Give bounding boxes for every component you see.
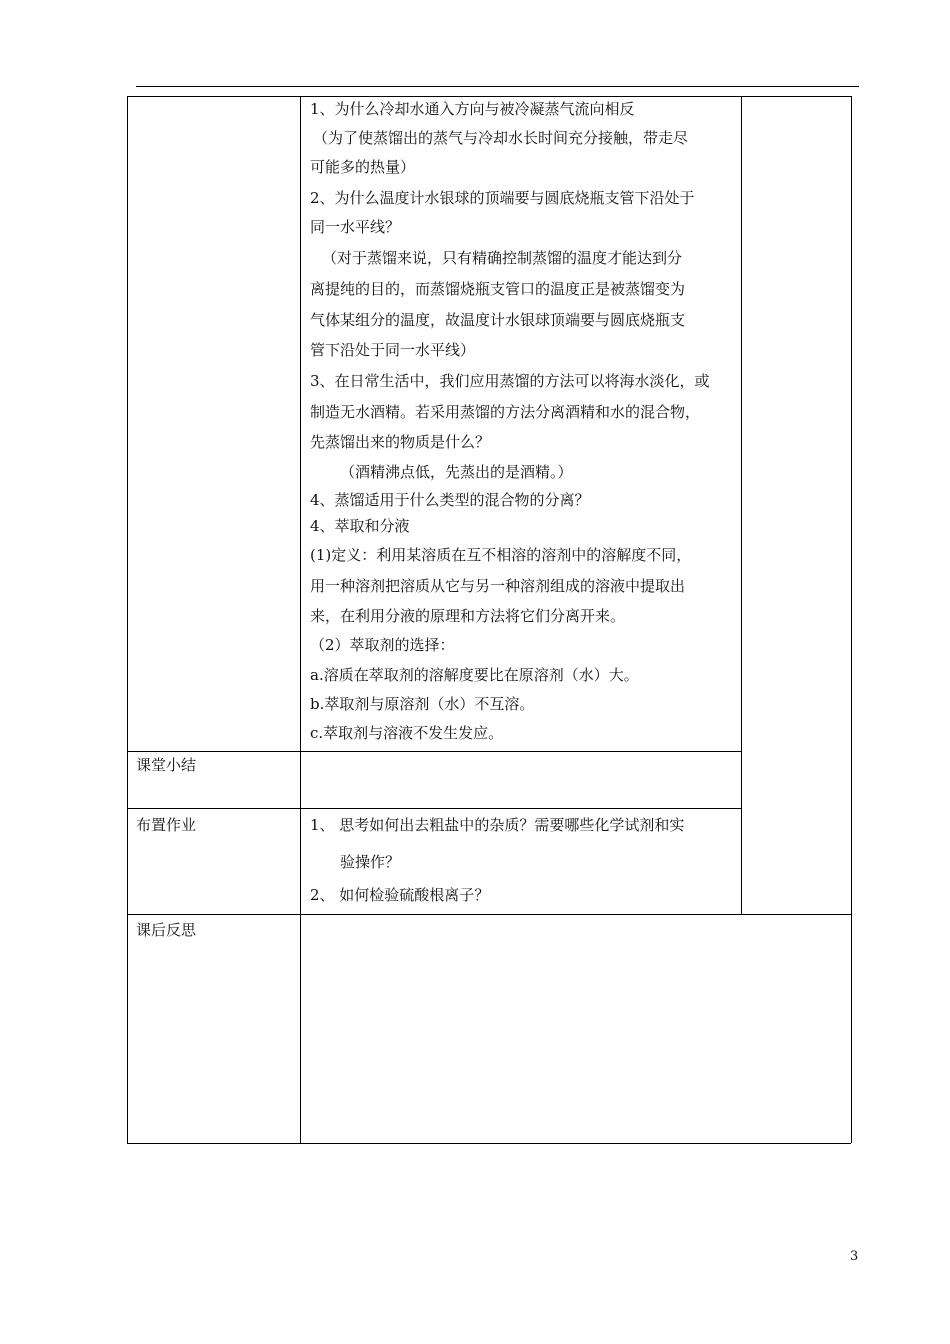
content-line: b.萃取剂与原溶剂（水）不互溶。 <box>310 695 535 713</box>
summary-label: 课堂小结 <box>136 756 197 774</box>
content-line: 1、为什么冷却水通入方向与被冷凝蒸气流向相反 <box>310 100 635 118</box>
homework-label: 布置作业 <box>136 816 197 834</box>
content-line: (1)定义：利用某溶质在互不相溶的溶剂中的溶解度不同， <box>310 546 692 564</box>
content-line: （2）萃取剂的选择： <box>310 636 455 654</box>
homework-item-1-cont: 验操作？ <box>340 853 401 871</box>
content-line: 气体某组分的温度，故温度计水银球顶端要与圆底烧瓶支 <box>310 311 686 329</box>
content-line: 用一种溶剂把溶质从它与另一种溶剂组成的溶液中提取出 <box>310 577 686 595</box>
header-rule <box>136 86 859 87</box>
content-line: （对于蒸馏来说，只有精确控制蒸馏的温度才能达到分 <box>322 249 683 267</box>
reflection-label: 课后反思 <box>136 921 197 939</box>
content-line: 离提纯的目的，而蒸馏烧瓶支管口的温度正是被蒸馏变为 <box>310 280 686 298</box>
content-line: 先蒸馏出来的物质是什么？ <box>310 433 491 451</box>
content-line: 2、为什么温度计水银球的顶端要与圆底烧瓶支管下沿处于 <box>310 189 695 207</box>
content-line: 来，在利用分液的原理和方法将它们分离开来。 <box>310 607 626 625</box>
content-line: （酒精沸点低，先蒸出的是酒精。） <box>340 463 573 481</box>
content-line: 4、蒸馏适用于什么类型的混合物的分离？ <box>310 491 590 509</box>
homework-item-2: 2、 如何检验硫酸根离子？ <box>310 886 490 904</box>
content-line: 4、萃取和分液 <box>310 517 410 535</box>
content-line: c.萃取剂与溶液不发生发应。 <box>310 724 504 742</box>
page-number: 3 <box>850 1249 859 1264</box>
content-line: 管下沿处于同一水平线） <box>310 341 476 359</box>
content-line: （为了使蒸馏出的蒸气与冷却水长时间充分接触，带走尽 <box>313 129 689 147</box>
content-line: a.溶质在萃取剂的溶解度要比在原溶剂（水）大。 <box>310 666 639 684</box>
content-line: 制造无水酒精。若采用蒸馏的方法分离酒精和水的混合物， <box>310 403 701 421</box>
content-line: 同一水平线？ <box>310 218 401 236</box>
content-line: 可能多的热量） <box>310 158 416 176</box>
content-line: 3、在日常生活中，我们应用蒸馏的方法可以将海水淡化，或 <box>310 372 710 390</box>
homework-item-1: 1、 思考如何出去粗盐中的杂质？需要哪些化学试剂和实 <box>310 816 685 834</box>
